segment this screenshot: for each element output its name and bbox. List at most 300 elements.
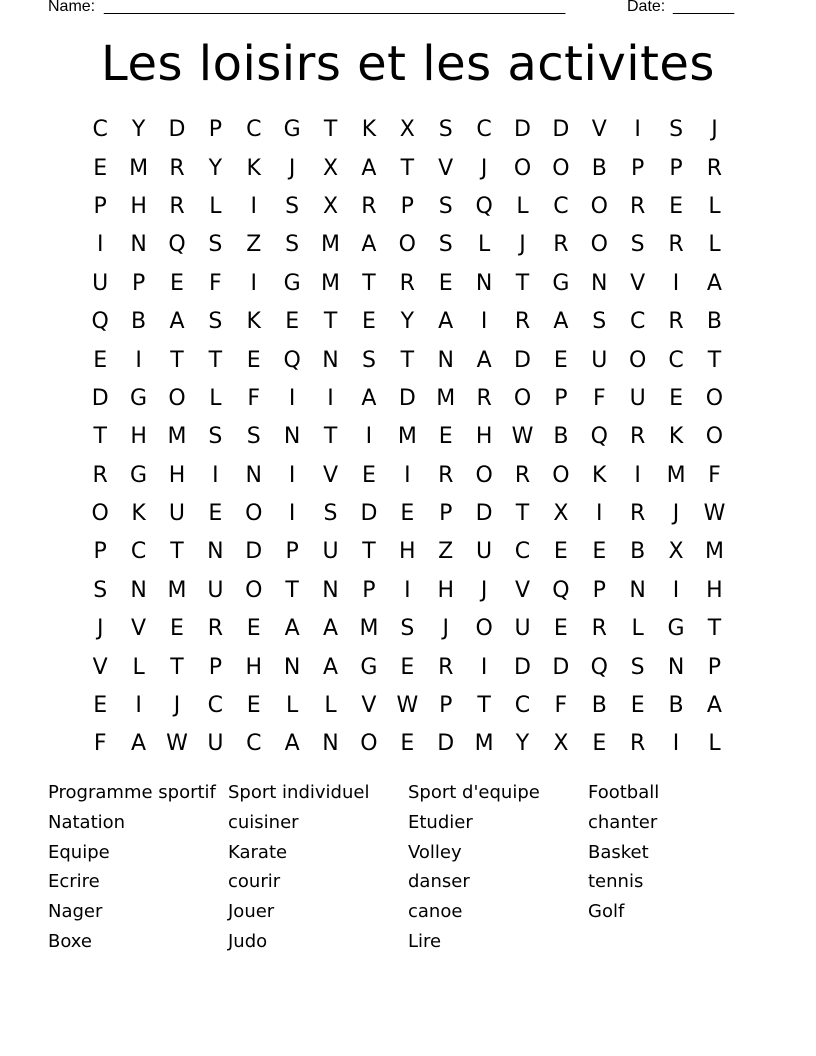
grid-letter: I [212,462,219,488]
grid-letter: I [365,424,373,450]
grid-letter: U [207,577,224,603]
grid-letter: D [514,347,531,373]
grid-letter: N [322,731,339,757]
grid-letter: D [398,385,416,411]
grid-letter: B [668,693,684,719]
grid-letter: B [591,155,607,181]
word-list-item: tennis [588,871,644,893]
grid-letter: A [284,616,300,642]
grid-letter: B [706,309,722,335]
grid-letter: H [437,577,454,603]
grid-letter: T [707,616,722,642]
grid-letter: H [706,577,723,603]
grid-letter: N [245,462,262,488]
grid-letter: I [672,270,680,296]
grid-letter: O [705,424,724,450]
grid-letter: J [96,616,104,642]
grid-letter: J [711,117,718,143]
grid-letter: X [399,117,415,143]
grid-letter: B [553,424,569,450]
grid-letter: Q [590,424,608,450]
grid-letter: I [672,731,680,757]
grid-letter: G [283,117,301,143]
grid-letter: A [323,616,339,642]
grid-letter: O [245,501,263,527]
grid-letter: A [438,309,454,335]
grid-letter: D [360,501,378,527]
grid-letter: I [672,577,680,603]
grid-letter: K [668,424,684,450]
grid-letter: G [283,270,301,296]
grid-letter: C [514,693,531,719]
grid-letter: O [398,232,416,258]
grid-letter: L [324,693,337,719]
word-list-item: Etudier [408,811,473,833]
grid-letter: N [591,270,608,296]
grid-letter: E [553,616,568,642]
grid-letter: L [477,232,491,258]
grid-letter: X [323,155,339,181]
grid-letter: L [708,731,721,757]
grid-letter: I [96,232,104,258]
grid-letter: H [245,654,263,680]
grid-letter: I [404,577,411,603]
grid-letter: K [131,501,146,527]
grid-letter: U [476,539,493,565]
grid-letter: X [668,539,684,565]
grid-letter: I [596,501,603,527]
grid-row [81,188,734,226]
grid-letter: L [516,193,529,219]
grid-letter: S [285,193,300,219]
grid-letter: R [438,462,454,488]
grid-letter: T [477,693,491,719]
grid-letter: U [514,616,531,642]
grid-letter: T [707,347,722,373]
grid-letter: S [400,616,415,642]
grid-letter: S [438,117,453,143]
grid-letter: F [554,693,568,719]
grid-letter: S [361,347,376,373]
grid-letter: E [208,501,223,527]
grid-row [81,648,734,686]
grid-letter: D [514,654,531,680]
grid-letter: J [672,501,680,527]
grid-letter: L [708,193,721,219]
word-list-item: Judo [228,930,268,952]
grid-letter: P [131,270,146,296]
grid-letter: Q [552,577,570,603]
grid-letter: P [439,501,453,527]
word-list-item [588,927,768,957]
grid-letter: F [209,270,222,296]
grid-letter: S [285,232,300,258]
grid-letter: L [286,693,299,719]
grid-letter: E [93,347,108,373]
grid-row [81,687,734,725]
grid-letter: E [246,347,261,373]
grid-letter: T [400,155,415,181]
grid-letter: X [553,731,569,757]
grid-letter: V [630,270,646,296]
grid-letter: I [404,462,411,488]
grid-letter: E [246,693,261,719]
grid-letter: O [705,385,724,411]
grid-letter: J [519,232,526,258]
grid-letter: E [361,462,376,488]
grid-letter: R [476,385,492,411]
grid-row [81,341,734,379]
grid-letter: A [284,731,300,757]
grid-letter: C [207,693,224,719]
grid-letter: M [704,539,724,565]
grid-row [81,725,734,763]
grid-letter: O [475,616,493,642]
grid-letter: G [130,385,148,411]
grid-letter: N [130,232,147,258]
grid-letter: O [590,193,608,219]
grid-letter: X [323,193,339,219]
grid-letter: E [630,693,645,719]
grid-row [81,226,734,264]
grid-letter: R [630,424,646,450]
grid-letter: E [592,539,607,565]
grid-letter: T [515,270,530,296]
grid-letter: R [553,232,569,258]
word-list-item: Jouer [228,901,275,923]
grid-letter: R [630,193,646,219]
grid-letter: K [592,462,607,488]
grid-letter: L [708,232,721,258]
grid-letter: C [553,193,569,219]
grid-letter: H [399,539,416,565]
grid-letter: L [209,385,222,411]
grid-letter: A [361,155,377,181]
grid-letter: I [288,385,296,411]
grid-letter: C [668,347,684,373]
grid-row [81,265,734,303]
grid-letter: I [327,385,334,411]
grid-letter: R [514,462,531,488]
grid-letter: C [514,539,531,565]
grid-letter: C [130,539,147,565]
word-list-item: Lire [408,930,442,952]
grid-letter: E [170,270,184,296]
word-list [48,778,768,957]
grid-letter: I [288,501,296,527]
grid-letter: E [400,654,415,680]
grid-letter: Q [475,193,493,219]
grid-letter: J [442,616,449,642]
date-label: Date: [627,0,666,15]
word-list-item: courir [228,871,281,893]
grid-letter: E [400,501,415,527]
grid-letter: A [476,347,492,373]
grid-letter: C [476,117,492,143]
grid-letter: U [168,501,186,527]
page-title: Les loisirs et les activites [101,36,715,92]
grid-letter: N [475,270,493,296]
grid-letter: Q [590,654,608,680]
word-list-item: Volley [408,841,462,863]
grid-letter: A [553,309,569,335]
date-field-line: _______ [673,0,734,15]
grid-letter: T [285,577,299,603]
grid-letter: T [170,539,184,565]
grid-letter: M [321,232,341,258]
grid-letter: N [207,539,224,565]
grid-letter: E [669,193,683,219]
grid-letter: D [168,117,186,143]
grid-letter: U [591,347,608,373]
grid-row [81,572,734,610]
grid-letter: E [553,347,568,373]
grid-letter: T [362,270,376,296]
grid-letter: T [323,424,338,450]
grid-letter: U [207,731,224,757]
word-list-item: cuisiner [228,811,299,833]
grid-letter: O [245,577,263,603]
grid-row [81,149,734,187]
grid-letter: V [514,577,531,603]
grid-letter: S [208,424,223,450]
grid-letter: N [283,424,301,450]
grid-letter: W [703,501,726,527]
grid-letter: P [362,577,376,603]
grid-letter: M [129,155,149,181]
grid-letter: R [514,309,531,335]
grid-letter: I [480,654,488,680]
grid-letter: P [592,577,606,603]
grid-letter: I [480,309,488,335]
word-list-item: Sport d'equipe [408,782,540,803]
word-list-item: canoe [408,901,463,923]
grid-letter: I [288,462,296,488]
grid-letter: K [246,155,261,181]
grid-letter: D [91,385,109,411]
grid-letter: S [323,501,338,527]
grid-letter: O [168,385,186,411]
grid-row [81,533,734,571]
grid-letter: S [669,117,684,143]
word-list-item: Nager [48,901,103,923]
grid-letter: E [669,385,683,411]
grid-letter: A [131,731,147,757]
grid-letter: O [513,155,532,181]
grid-letter: V [131,616,147,642]
grid-letter: A [706,693,722,719]
grid-letter: G [360,654,378,680]
grid-letter: C [629,309,646,335]
grid-letter: V [323,462,339,488]
grid-letter: R [630,501,646,527]
grid-letter: M [474,731,494,757]
grid-letter: P [439,693,453,719]
grid-letter: M [436,385,456,411]
grid-letter: P [631,155,645,181]
grid-letter: S [438,193,453,219]
grid-letter: T [400,347,415,373]
grid-letter: E [285,309,300,335]
word-list-item: danser [408,871,470,893]
word-list-item: Karate [228,841,288,863]
grid-letter: M [359,616,379,642]
grid-letter: D [514,117,531,143]
grid-letter: E [93,155,108,181]
grid-letter: W [511,424,534,450]
word-list-item: Boxe [48,930,92,952]
letter-grid [81,111,734,764]
grid-letter: B [630,539,646,565]
grid-letter: T [515,501,530,527]
word-list-item: Sport individuel [228,782,370,803]
grid-letter: M [167,577,187,603]
grid-letter: E [170,616,184,642]
grid-row [81,111,734,149]
grid-letter: M [397,424,417,450]
grid-letter: O [475,462,493,488]
grid-row [81,457,734,495]
grid-letter: O [513,385,532,411]
grid-letter: P [400,193,414,219]
grid-letter: O [590,232,608,258]
grid-letter: G [130,462,148,488]
grid-letter: E [438,424,453,450]
word-list-item: Ecrire [48,871,100,893]
grid-letter: L [209,193,222,219]
grid-letter: A [323,654,339,680]
grid-letter: O [552,462,570,488]
grid-letter: J [480,155,488,181]
grid-letter: N [283,654,301,680]
word-list-item: Equipe [48,841,110,863]
grid-letter: N [437,347,454,373]
grid-letter: E [361,309,376,335]
word-list-item: Football [588,782,660,803]
grid-letter: Q [283,347,301,373]
grid-letter: E [93,693,108,719]
grid-letter: X [553,501,569,527]
grid-letter: L [631,616,644,642]
grid-letter: A [169,309,185,335]
grid-letter: M [666,462,686,488]
grid-letter: P [669,155,683,181]
grid-letter: I [135,347,142,373]
grid-letter: I [634,462,641,488]
grid-letter: V [438,155,454,181]
grid-letter: E [246,616,261,642]
grid-letter: Y [208,155,223,181]
grid-letter: A [706,270,722,296]
grid-letter: N [629,577,646,603]
grid-letter: E [553,539,568,565]
grid-letter: O [629,347,647,373]
grid-letter: B [591,693,607,719]
grid-letter: A [361,385,377,411]
grid-row [81,495,734,533]
grid-letter: J [288,155,296,181]
grid-letter: V [92,654,108,680]
grid-row [81,380,734,418]
grid-letter: S [592,309,607,335]
name-label: Name: [48,0,96,15]
grid-letter: I [250,193,257,219]
grid-letter: R [706,155,723,181]
grid-letter: T [362,539,376,565]
grid-letter: D [475,501,493,527]
grid-letter: K [246,309,261,335]
word-list-item: Basket [588,841,649,863]
grid-letter: R [668,309,684,335]
grid-letter: T [208,347,223,373]
grid-letter: Z [438,539,454,565]
grid-letter: Y [515,731,530,757]
grid-letter: I [135,693,142,719]
grid-letter: P [208,654,222,680]
grid-letter: H [130,424,147,450]
grid-letter: R [591,616,607,642]
grid-letter: N [322,577,339,603]
grid-letter: U [92,270,109,296]
grid-letter: F [247,385,261,411]
grid-letter: C [246,117,262,143]
grid-letter: P [93,193,107,219]
grid-letter: U [322,539,339,565]
grid-letter: M [167,424,187,450]
grid-letter: E [400,731,415,757]
grid-letter: L [132,654,145,680]
grid-letter: N [130,577,147,603]
grid-letter: Q [168,232,186,258]
grid-letter: R [207,616,224,642]
grid-letter: Y [131,117,146,143]
grid-letter: J [480,577,488,603]
grid-letter: D [552,117,570,143]
grid-letter: T [93,424,107,450]
grid-letter: D [552,654,570,680]
grid-letter: F [93,731,107,757]
grid-letter: T [323,309,338,335]
grid-letter: F [708,462,721,488]
grid-letter: R [630,731,646,757]
grid-letter: P [208,117,222,143]
grid-letter: K [361,117,377,143]
grid-letter: R [438,654,454,680]
grid-letter: H [475,424,493,450]
name-field-line: _____________________________________________________ [104,0,566,15]
grid-row [81,610,734,648]
grid-letter: S [246,424,261,450]
grid-letter: N [667,654,685,680]
grid-row [81,418,734,456]
grid-letter: Y [400,309,415,335]
grid-letter: T [323,117,338,143]
grid-letter: V [591,117,607,143]
grid-letter: U [629,385,646,411]
grid-letter: V [361,693,377,719]
grid-letter: R [169,155,185,181]
grid-letter: S [438,232,453,258]
grid-letter: T [170,654,184,680]
grid-letter: S [630,232,645,258]
grid-letter: R [169,193,185,219]
grid-letter: C [246,731,262,757]
grid-letter: P [285,539,299,565]
grid-letter: Z [246,232,262,258]
grid-letter: P [554,385,568,411]
grid-letter: I [250,270,257,296]
grid-letter: W [166,731,188,757]
